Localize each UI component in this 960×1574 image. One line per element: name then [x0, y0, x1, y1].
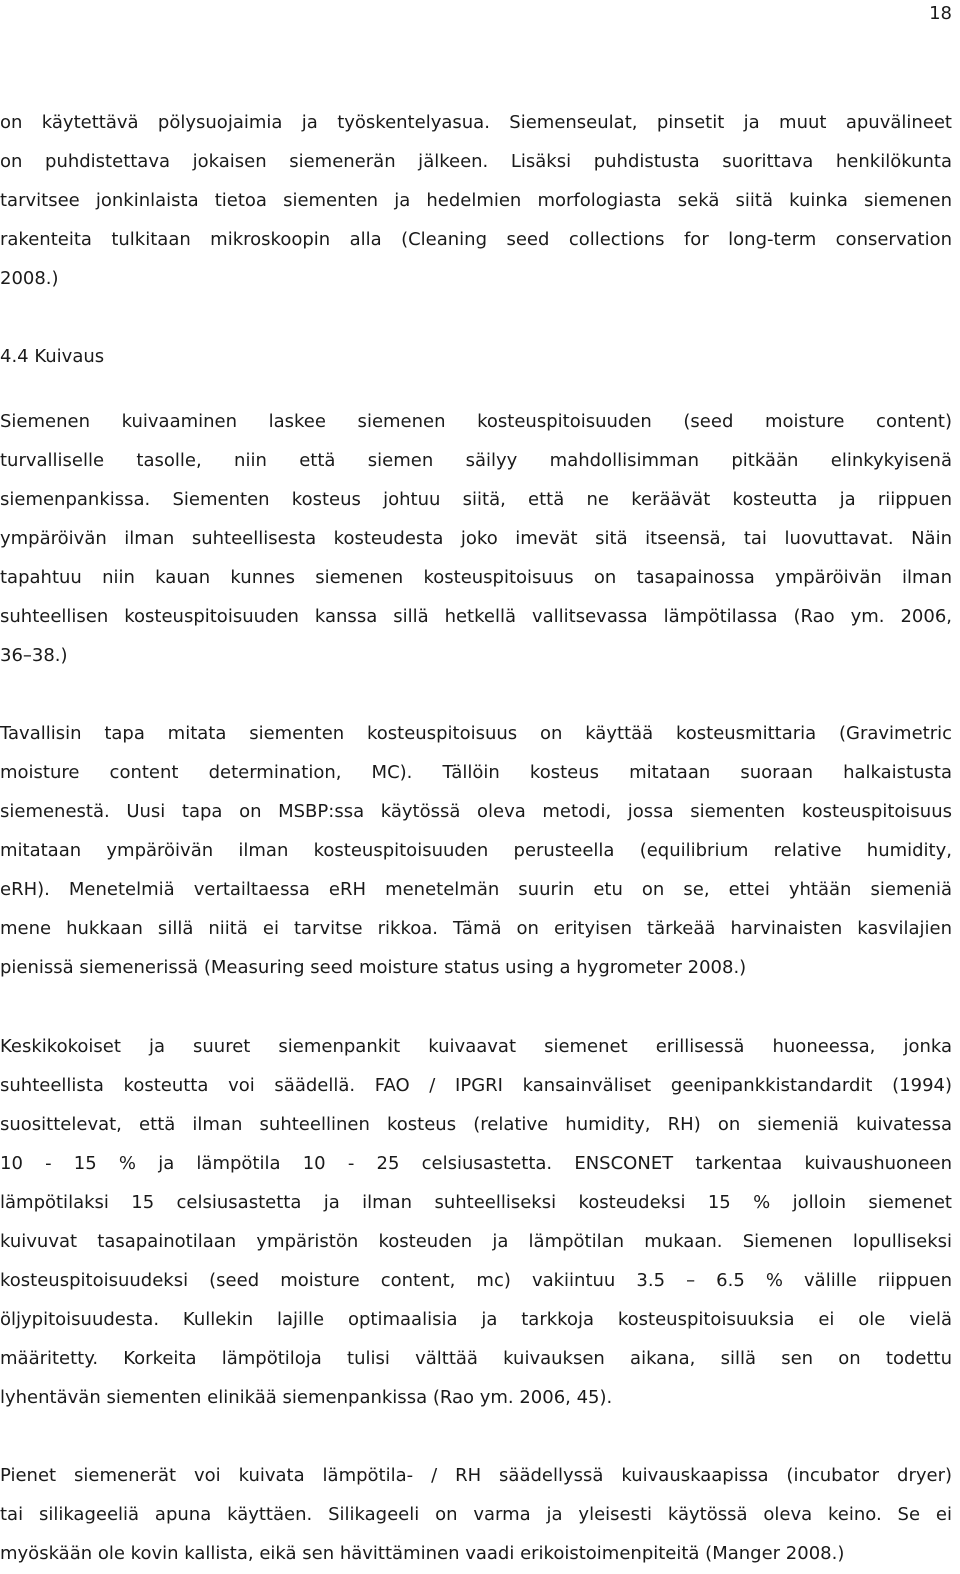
text-line: 36–38.) — [0, 645, 68, 666]
text-line: mitataan ympäröivän ilman kosteuspitoisuuden perusteella (equilibrium relative humidity, — [0, 840, 952, 861]
text-line: moisture content determination, MC). Tällöin kosteus mitataan suoraan halkaistusta — [0, 762, 952, 783]
text-line: on käytettävä pölysuojaimia ja työskentelyasua. Siemenseulat, pinsetit ja muut apuvälineet — [0, 112, 952, 133]
text-line: myöskään ole kovin kallista, eikä sen hävittäminen vaadi erikoistoimenpiteitä (Manger 2008.) — [0, 1543, 845, 1564]
text-line: tapahtuu niin kauan kunnes siemenen kosteuspitoisuus on tasapainossa ympäröivän ilman — [0, 567, 952, 588]
text-line: lämpötilaksi 15 celsiusastetta ja ilman suhteelliseksi kosteudeksi 15 % jolloin siemenet — [0, 1192, 952, 1213]
text-line: 10 - 15 % ja lämpötila 10 - 25 celsiusastetta. ENSCONET tarkentaa kuivaushuoneen — [0, 1153, 952, 1174]
text-line: määritetty. Korkeita lämpötiloja tulisi välttää kuivauksen aikana, sillä sen on todettu — [0, 1348, 952, 1369]
text-line: on puhdistettava jokaisen siemenerän jälkeen. Lisäksi puhdistusta suorittava henkilökunta — [0, 151, 952, 172]
text-line: 2008.) — [0, 268, 59, 289]
text-line: eRH). Menetelmiä vertailtaessa eRH menetelmän suurin etu on se, ettei yhtään siemeniä — [0, 879, 952, 900]
text-line: rakenteita tulkitaan mikroskoopin alla (Cleaning seed collections for long-term conservation — [0, 229, 952, 250]
text-line: tai silikageeliä apuna käyttäen. Silikageeli on varma ja yleisesti käytössä oleva keino. Se ei — [0, 1504, 952, 1525]
text-line: Tavallisin tapa mitata siementen kosteuspitoisuus on käyttää kosteusmittaria (Gravimetric — [0, 723, 952, 744]
text-line: suosittelevat, että ilman suhteellinen kosteus (relative humidity, RH) on siemeniä kuivatessa — [0, 1114, 952, 1135]
page-number: 18 — [929, 3, 952, 24]
text-line: tarvitsee jonkinlaista tietoa siementen ja hedelmien morfologiasta sekä siitä kuinka siemenen — [0, 190, 952, 211]
text-line: pienissä siemenerissä (Measuring seed moisture status using a hygrometer 2008.) — [0, 957, 747, 978]
text-line: siemenpankissa. Siementen kosteus johtuu siitä, että ne keräävät kosteutta ja riippuen — [0, 489, 952, 510]
text-line: suhteellisen kosteuspitoisuuden kanssa sillä hetkellä vallitsevassa lämpötilassa (Rao ym. 2006, — [0, 606, 952, 627]
section-heading: 4.4 Kuivaus — [0, 346, 105, 367]
text-line: mene hukkaan sillä niitä ei tarvitse rikkoa. Tämä on erityisen tärkeää harvinaisten kasvilajien — [0, 918, 952, 939]
text-line: kosteuspitoisuudeksi (seed moisture content, mc) vakiintuu 3.5 – 6.5 % välille riippuen — [0, 1270, 952, 1291]
text-line: ympäröivän ilman suhteellisesta kosteudesta joko imevät sitä itseensä, tai luovuttavat. Näin — [0, 528, 952, 549]
text-line: Pienet siemenerät voi kuivata lämpötila- / RH säädellyssä kuivauskaapissa (incubator dryer) — [0, 1465, 952, 1486]
text-line: kuivuvat tasapainotilaan ympäristön kosteuden ja lämpötilan mukaan. Siemenen lopulliseksi — [0, 1231, 952, 1252]
text-line: öljypitoisuudesta. Kullekin lajille optimaalisia ja tarkkoja kosteuspitoisuuksia ei ole vielä — [0, 1309, 952, 1330]
text-line: suhteellista kosteutta voi säädellä. FAO / IPGRI kansainväliset geenipankkistandardit (1994) — [0, 1075, 952, 1096]
text-line: turvalliselle tasolle, niin että siemen säilyy mahdollisimman pitkään elinkykyisenä — [0, 450, 952, 471]
text-line: siemenestä. Uusi tapa on MSBP:ssa käytössä oleva metodi, jossa siementen kosteuspitoisuus — [0, 801, 952, 822]
text-line: lyhentävän siementen elinikää siemenpankissa (Rao ym. 2006, 45). — [0, 1387, 613, 1408]
text-line: Keskikokoiset ja suuret siemenpankit kuivaavat siemenet erillisessä huoneessa, jonka — [0, 1036, 952, 1057]
text-line: Siemenen kuivaaminen laskee siemenen kosteuspitoisuuden (seed moisture content) — [0, 411, 952, 432]
